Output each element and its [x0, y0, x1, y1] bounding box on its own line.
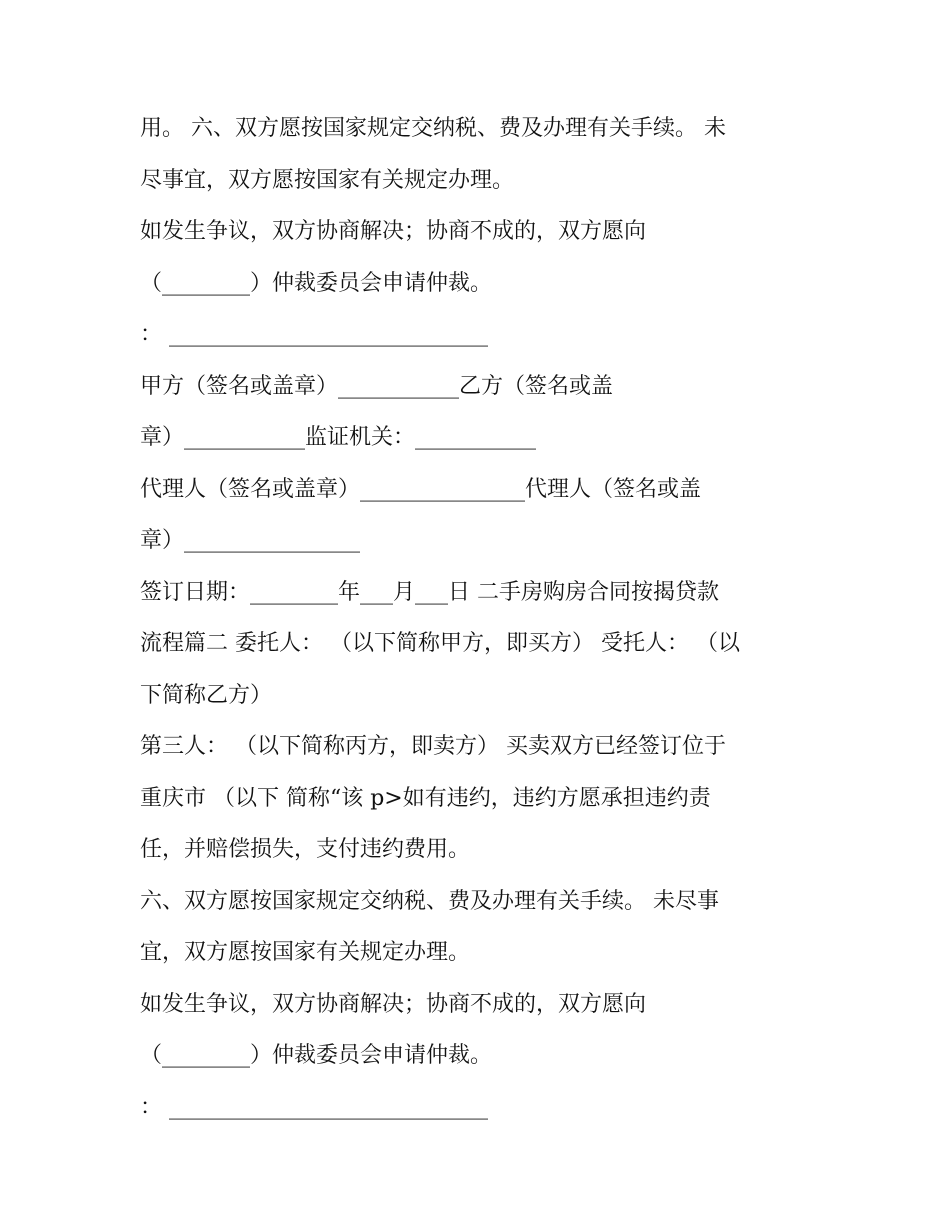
text-line: 下简称乙方）: [140, 682, 273, 708]
text-line: 如发生争议，双方协商解决；协商不成的，双方愿向: [140, 991, 647, 1017]
text-line: 签订日期：________年___月___日 二手房购房合同按揭贷款: [140, 579, 719, 605]
text-line: 重庆市 （以下 简称“该 p>如有违约，违约方愿承担违约责: [140, 785, 711, 811]
text-line: 流程篇二 委托人： （以下简称甲方，即买方） 受托人： （以: [140, 631, 740, 656]
text-line: 任，并赔偿损失，支付违约费用。: [140, 837, 471, 862]
text-line: 六、双方愿按国家规定交纳税、费及办理有关手续。 未尽事: [140, 888, 719, 914]
text-line: 章）___________监证机关：___________: [140, 425, 537, 450]
signature-line: ： _____________________________: [140, 322, 488, 347]
text-line: 宜，双方愿按国家有关规定办理。: [140, 940, 471, 965]
signature-line: ： _____________________________: [140, 1094, 488, 1120]
text-line: 章）________________: [140, 528, 361, 553]
text-line: 用。 六、双方愿按国家规定交纳税、费及办理有关手续。 未: [140, 116, 726, 141]
text-line: （________）仲裁委员会申请仲裁。: [140, 270, 493, 296]
text-line: 如发生争议，双方协商解决；协商不成的，双方愿向: [140, 219, 647, 244]
text-line: 代理人（签名或盖章）_______________代理人（签名或盖: [140, 476, 702, 502]
text-line: （________）仲裁委员会申请仲裁。: [140, 1043, 493, 1068]
text-line: 甲方（签名或盖章）___________乙方（签名或盖: [140, 373, 614, 399]
document-body: [140, 103, 820, 1133]
text-line: 第三人： （以下简称丙方，即卖方） 买卖双方已经签订位于: [140, 734, 726, 759]
text-line: 尽事宜，双方愿按国家有关规定办理。: [140, 167, 515, 193]
